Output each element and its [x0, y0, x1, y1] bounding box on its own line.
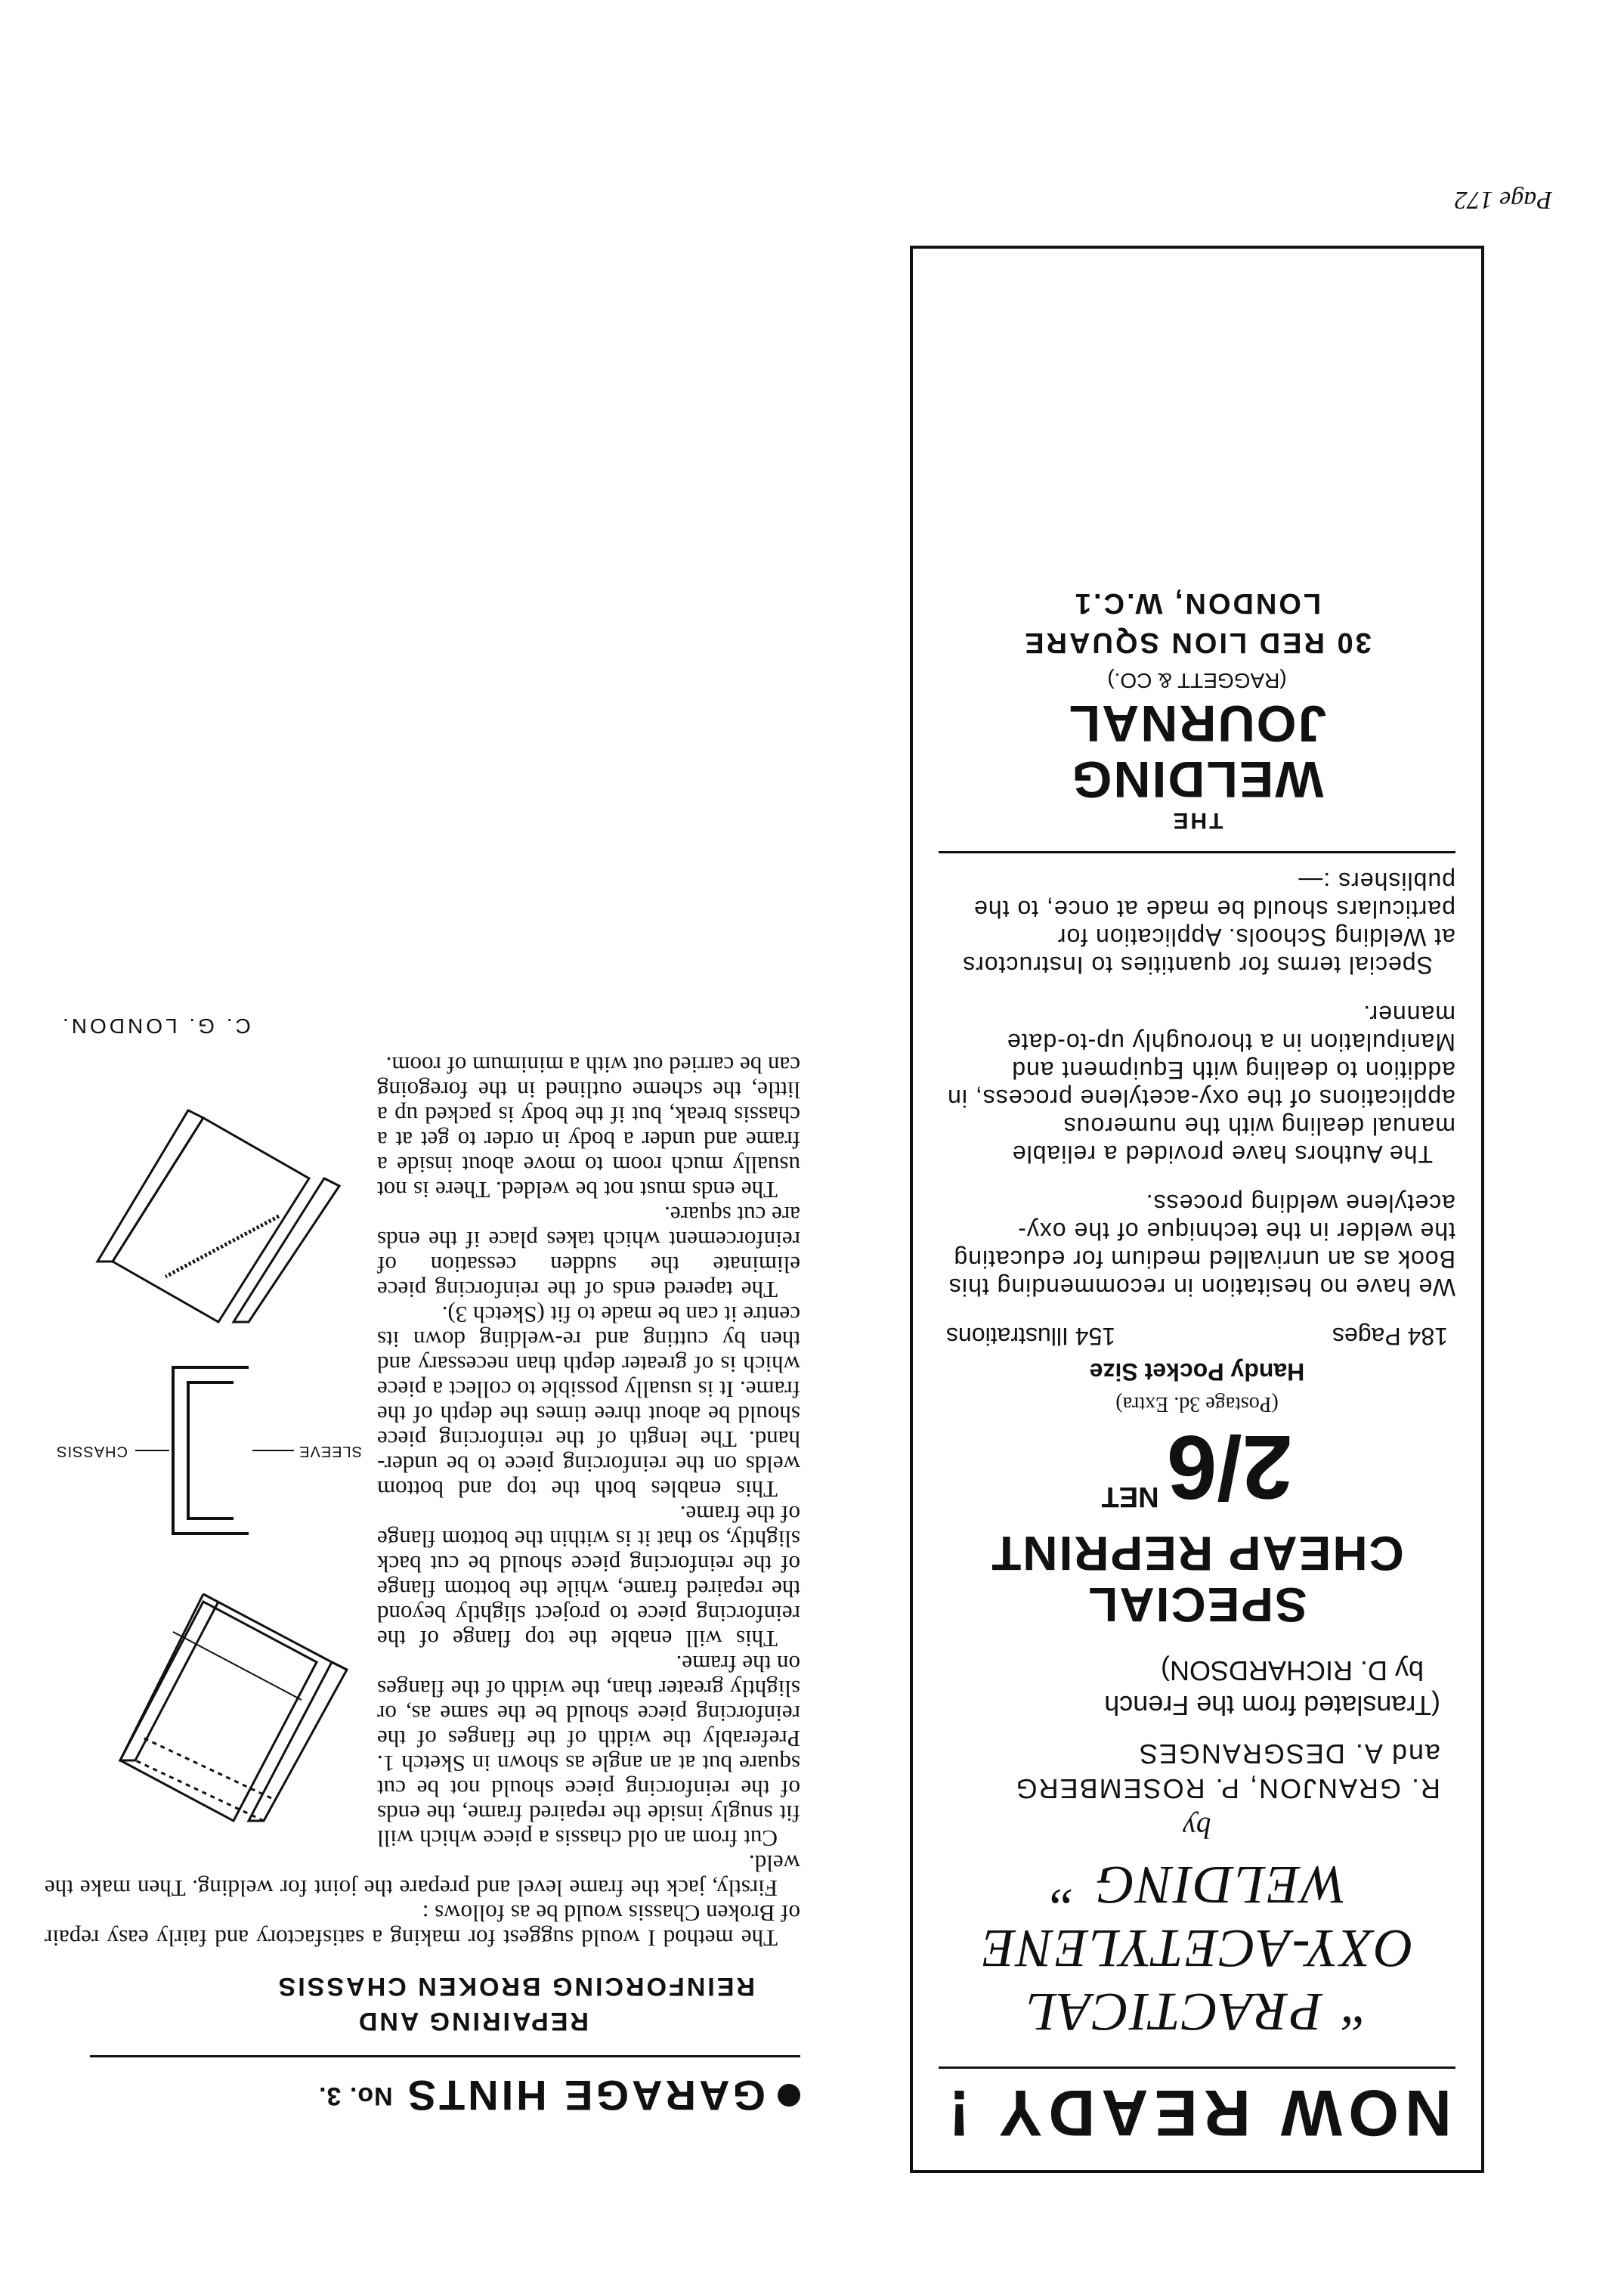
sketch-3 [97, 1110, 339, 1322]
page-number: Page 172 [1454, 186, 1552, 214]
divider [939, 851, 1455, 853]
address: 30 RED LION SQUARE LONDON, W.C.1 [1022, 587, 1372, 658]
paragraph: The method I would suggest for making a satisfactory and fairly easy repair of Broken Chassis would be as follows : [45, 1900, 800, 1952]
fig-label-chassis: CHASSIS [56, 1443, 128, 1460]
book-stats [939, 1322, 1455, 1350]
divider [90, 2055, 800, 2057]
book-title: “ PRACTICAL OXY-ACETYLENE WELDING ” [980, 1855, 1414, 2042]
advert-headline: NOW READY ! [942, 2076, 1452, 2149]
price-value: 2/6 [1166, 1416, 1293, 1518]
advert-paragraph: Special terms for quantities to Instructors at Welding Schools. Application for particulars should be made at once, to the publishers :— [962, 868, 1455, 979]
article-body [45, 1053, 800, 1951]
paragraph: This will enable the top flange of the reinforcing piece to project slightly beyond the repaired frame, while the bottom flange of the reinforcing piece should be cut back slightly, so that it is within the bottom flange of the frame. [377, 1501, 800, 1652]
article-subtitle: REPAIRING AND REINFORCING BROKEN CHASSIS [276, 1972, 755, 2035]
article-number: No. 3. [318, 2082, 393, 2110]
publisher: (RAGGETT & CO.) [1107, 669, 1287, 692]
sketch-1 [120, 1594, 347, 1821]
journal-name: WELDING JOURNAL [1067, 695, 1327, 808]
special-reprint: SPECIAL CHEAP REPRINT [990, 1526, 1404, 1632]
illustration-count: 154 Illustrations [946, 1323, 1116, 1350]
price-net: NET [1101, 1481, 1159, 1512]
book-advert [910, 246, 1484, 2173]
paragraph: This enables both the top and bottom welds on the reinforcing piece to be under-hand. The length of the reinforcing piece should be about three times the depth of the frame. It is usually possible to collect a piece which is of greater depth than necessary and then by cutting and re-welding down its centre it can be made to fit (Sketch 3). [377, 1302, 800, 1503]
sketch-2 [173, 1367, 249, 1534]
page-count: 184 Pages [1332, 1323, 1448, 1350]
price [939, 1416, 1455, 1518]
journal-the: THE [1171, 808, 1223, 833]
advert-paragraph: We have no hesitation in recommending this Book as an unrivalled medium for educating the welder in the technique of the oxy-acetylene welding process. [948, 1190, 1455, 1301]
translator: (Translated from the French by D. RICHARDSON) [1104, 1655, 1440, 1721]
paragraph: The tapered ends of the reinforcing piece eliminate the sudden cessation of reinforcement which takes place if the ends are cut square. [377, 1202, 800, 1303]
handy-size: Handy Pocket Size [1089, 1358, 1305, 1385]
paragraph: Cut from an old chassis a piece which will fit snugly inside the repaired frame, the ends of the reinforcing piece should not be cut square but at an angle as shown in Sketch 1. Preferably the width of the flanges of the reinforcing piece should be the same as, or slightly greater than, the width of the flanges on the frame. [377, 1651, 800, 1852]
fig-label-sleeve: SLEEVE [299, 1443, 362, 1460]
article-title: GARAGE HINTS No. 3. [45, 2071, 800, 2120]
authors: R. GRANJON, P. ROSEMBERG and A. DESGRANGES [1014, 1738, 1440, 1804]
sketches [45, 1050, 362, 1851]
advert-paragraph: The Authors have provided a reliable manual dealing with the numerous applications of the oxy-acetylene process, in addition to dealing with Equipment and Manipulation in a thoroughly up-to-date manner. [947, 1001, 1455, 1168]
bullet-icon [778, 2085, 800, 2107]
postage: (Postage 3d. Extra) [1115, 1392, 1279, 1416]
by-label: by [1183, 1811, 1211, 1845]
paragraph: Firstly, jack the frame level and prepare the joint for welding. Then make the weld. [45, 1850, 800, 1902]
garage-hints-article [45, 1014, 800, 2120]
paragraph: The ends must not be welded. There is not usually much room to move about inside a frame and under a body in order to get at a chassis break, but if the body is packed up a little, the scheme outlined in the foregoing can be carried out with a minimum of room. [377, 1052, 800, 1203]
signature: C. G. LONDON. [60, 1014, 251, 1038]
divider [939, 2066, 1455, 2069]
